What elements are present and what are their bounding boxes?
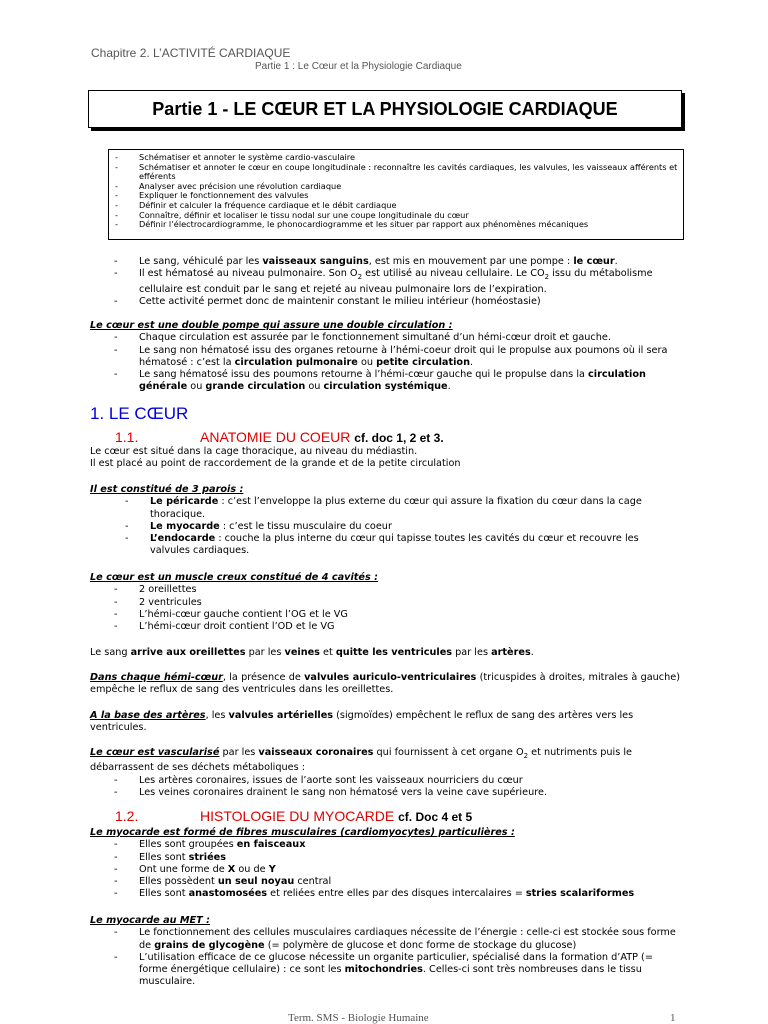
valves-arterial-paragraph: A la base des artères, les valvules artérielles (sigmoïdes) empêchent le reflux de sang des artères vers les ventricules.	[90, 710, 634, 734]
cavity-item: - 2 oreillettes	[114, 584, 680, 596]
cavity-item: - 2 ventricules	[114, 597, 680, 609]
objective-item: - Connaître, définir et localiser le tissu nodal sur une coupe longitudinale du cœur	[115, 211, 679, 221]
double-item: - Le sang hématosé issu des poumons retourne à l’hémi-cœur gauche qui le propulse dans la circulation générale ou grande circulation ou circulation systémique.	[114, 369, 680, 394]
objective-item: - Définir l’électrocardiogramme, le phonocardiogramme et les situer par rapport aux phénomènes mécaniques	[115, 220, 679, 230]
paragraph: Il est placé au point de raccordement de la grande et de la petite circulation	[90, 458, 461, 470]
title-box	[88, 90, 682, 128]
double-item: - Le sang non hématosé issu des organes retourne à l’hémi-coeur droit qui le propulse aux poumons où il sera hématosé : c’est la circulation pulmonaire ou petite circulation.	[114, 345, 680, 370]
section-reference: cf. Doc 4 et 5	[398, 810, 473, 824]
cavities-heading: Le cœur est un muscle creux constitué de 4 cavités :	[90, 572, 378, 583]
fiber-item: - Ont une forme de X ou de Y	[114, 864, 680, 876]
section-number: 1.1.	[115, 429, 139, 445]
objectives-list	[115, 153, 679, 230]
coronary-item: - Les artères coronaires, issues de l’aorte sont les vaisseaux nourriciers du cœur	[114, 775, 680, 787]
section-1-1-heading	[115, 429, 444, 445]
coronary-block	[90, 747, 680, 799]
met-item: - Le fonctionnement des cellules musculaires cardiaques nécessite de l’énergie : celle-ci est stockée sous forme de grains de glycogène (= polymère de glucose et donc forme de stockage du glucose)	[114, 927, 680, 952]
chapter-header: Chapitre 2. L’ACTIVITÉ CARDIAQUE	[91, 46, 291, 60]
section-reference: cf. doc 1, 2 et 3.	[354, 431, 444, 445]
fibers-heading: Le myocarde est formé de fibres musculaires (cardiomyocytes) particulières :	[90, 827, 515, 838]
intro-item: - Il est hématosé au niveau pulmonaire. Son $O_2$ est utilisé au niveau cellulaire. Le $CO_2$ issu du métabolisme cellulaire est conduit par le sang et rejeté au niveau pulmonaire lors de l’expiration.	[114, 268, 678, 296]
objective-item: - Analyser avec précision une révolution cardiaque	[115, 182, 679, 192]
double-item: - Chaque circulation est assurée par le fonctionnement simultané d’un hémi-cœur droit et gauche.	[114, 332, 680, 344]
blood-flow-paragraph: Le sang arrive aux oreillettes par les veines et quitte les ventricules par les artères.	[90, 647, 534, 658]
objective-item: - Schématiser et annoter le cœur en coupe longitudinale : reconnaître les cavités cardiaques, les valvules, les vaisseaux afférents et efférents	[115, 163, 679, 182]
objectives-box	[108, 149, 684, 240]
met-item: - L’utilisation efficace de ce glucose nécessite un organite particulier, spécialisé dans la formation d’ATP (= forme énergétique cellulaire) : ce sont les mitochondries. Celles-ci sont très nombreuses dans le tissu musculaire.	[114, 952, 680, 989]
met-block	[90, 915, 680, 989]
section-number: 1.2.	[115, 808, 139, 824]
anatomy-intro	[90, 446, 680, 471]
intro-block	[114, 256, 678, 308]
cavity-item: - L’hémi-cœur gauche contient l’OG et le VG	[114, 609, 680, 621]
fiber-item: - Elles sont groupées en faisceaux	[114, 839, 680, 851]
cavity-item: - L’hémi-cœur droit contient l’OD et le VG	[114, 621, 680, 633]
valves-av-paragraph: Dans chaque hémi-cœur, la présence de valvules auriculo-ventriculaires (tricuspides à droites, mitrales à gauche) empêche le reflux de sang des ventricules dans les oreillettes.	[90, 672, 680, 696]
section-1-heading: 1. LE CŒUR	[90, 404, 189, 423]
part-header: Partie 1 : Le Cœur et la Physiologie Cardiaque	[255, 61, 462, 72]
wall-item: - Le myocarde : c’est le tissu musculaire du coeur	[125, 521, 680, 533]
intro-item: - Le sang, véhiculé par les vaisseaux sanguins, est mis en mouvement par une pompe : le cœur.	[114, 256, 678, 268]
section-1-2-heading	[115, 808, 472, 824]
coronary-paragraph: Le cœur est vascularisé par les vaisseaux coronaires qui fournissent à cet organe $O_2$ et nutriments puis le débarrassent de ses déchets métaboliques :	[90, 747, 632, 774]
double-heading: Le cœur est une double pompe qui assure une double circulation :	[90, 320, 453, 331]
fibers-block	[90, 827, 680, 901]
page-title: Partie 1 - LE CŒUR ET LA PHYSIOLOGIE CARDIAQUE	[152, 98, 618, 119]
walls-heading: Il est constitué de 3 parois :	[90, 484, 244, 495]
double-circulation-block	[90, 320, 680, 394]
objective-item: - Définir et calculer la fréquence cardiaque et le débit cardiaque	[115, 201, 679, 211]
cavities-block	[90, 572, 680, 633]
walls-block	[90, 484, 680, 558]
footer-text: Term. SMS - Biologie Humaine	[288, 1012, 429, 1024]
fiber-item: - Elles sont striées	[114, 852, 680, 864]
objective-item: - Schématiser et annoter le système cardio-vasculaire	[115, 153, 679, 163]
page-number: 1	[670, 1012, 676, 1024]
section-title: HISTOLOGIE DU MYOCARDE	[200, 808, 395, 824]
section-title: ANATOMIE DU COEUR	[200, 429, 351, 445]
wall-item: - L’endocarde : couche la plus interne du cœur qui tapisse toutes les cavités du cœur et recouvre les valvules cardiaques.	[125, 533, 680, 558]
fiber-item: - Elles sont anastomosées et reliées entre elles par des disques intercalaires = stries scalariformes	[114, 888, 680, 900]
paragraph: Le cœur est situé dans la cage thoracique, au niveau du médiastin.	[90, 446, 418, 457]
wall-item: - Le péricarde : c’est l’enveloppe la plus externe du cœur qui assure la fixation du cœur dans la cage thoracique.	[125, 496, 680, 521]
intro-item: - Cette activité permet donc de maintenir constant le milieu intérieur (homéostasie)	[114, 296, 678, 308]
fiber-item: - Elles possèdent un seul noyau central	[114, 876, 680, 888]
coronary-item: - Les veines coronaires drainent le sang non hématosé vers la veine cave supérieure.	[114, 787, 680, 799]
met-heading: Le myocarde au MET :	[90, 915, 211, 926]
objective-item: - Expliquer le fonctionnement des valvules	[115, 191, 679, 201]
